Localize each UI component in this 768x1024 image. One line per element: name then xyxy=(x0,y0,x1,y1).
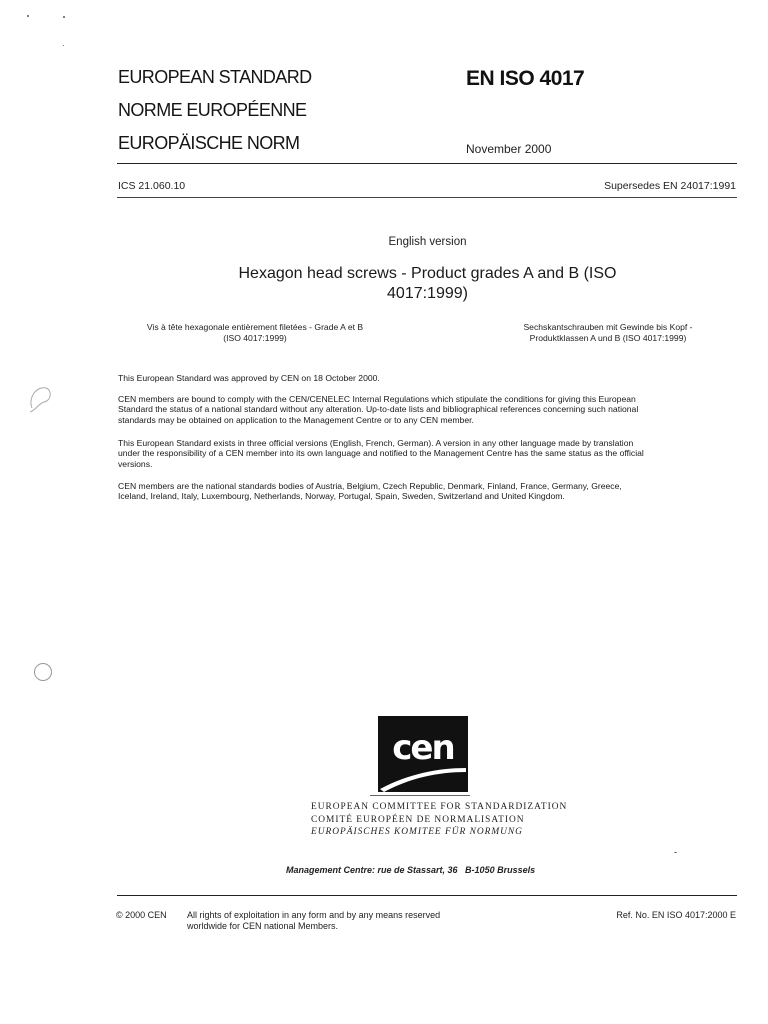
versions-line: This European Standard exists in three official versions (English, French, German). A version in any other language made by translation xyxy=(118,438,634,448)
header-line-en: EUROPEAN STANDARD xyxy=(118,67,312,87)
scan-speck xyxy=(63,16,65,18)
supersedes-note: Supersedes EN 24017:1991 xyxy=(604,180,736,192)
standard-number: EN ISO 4017 xyxy=(466,67,585,90)
document-title xyxy=(0,264,768,304)
rights-notice xyxy=(187,910,440,932)
header-line-fr: NORME EUROPÉENNE xyxy=(118,100,307,120)
punch-hole-mark xyxy=(34,663,52,681)
header-rule xyxy=(117,163,737,164)
compliance-line: CEN members are bound to comply with the CEN/CENELEC Internal Regulations which stipulate the conditions for giving this European xyxy=(118,394,636,404)
rights-line-1: All rights of exploitation in any form and by any means reserved xyxy=(187,910,441,920)
meta-rule xyxy=(117,197,737,198)
members-line: CEN members are the national standards bodies of Austria, Belgium, Czech Republic, Denmark, Finland, France, Germany, Greece, xyxy=(118,481,622,491)
versions-paragraph xyxy=(118,438,743,469)
copyright: © 2000 CEN xyxy=(116,910,167,920)
french-title-line-1: Vis à tête hexagonale entièrement filetées - Grade A et B xyxy=(146,322,364,332)
compliance-line: Standard the status of a national standard without any alteration. Up-to-date lists and bibliographical references concerning such national xyxy=(118,404,639,415)
cen-name-fr: COMITÉ EUROPÉEN DE NORMALISATION xyxy=(311,814,525,825)
french-title-line-2: (ISO 4017:1999) xyxy=(223,333,287,343)
footer-rule xyxy=(117,895,737,896)
cen-name-block xyxy=(311,801,567,839)
german-title-line-2: Produktklassen A und B (ISO 4017:1999) xyxy=(529,333,687,343)
approval-paragraph xyxy=(118,373,738,383)
cen-name-en: EUROPEAN COMMITTEE FOR STANDARDIZATION xyxy=(311,802,568,812)
publication-date: November 2000 xyxy=(466,142,552,156)
scribble-mark xyxy=(22,380,58,416)
logo-underline xyxy=(370,795,470,796)
title-line-1: Hexagon head screws - Product grades A and B (ISO xyxy=(238,265,617,282)
compliance-paragraph xyxy=(118,394,743,425)
cen-logo xyxy=(378,716,468,792)
version-label: English version xyxy=(388,236,467,248)
cen-name-de: EUROPÄISCHES KOMITEE FÜR NORMUNG xyxy=(311,827,523,837)
members-paragraph xyxy=(118,481,743,502)
header-line-de: EUROPÄISCHE NORM xyxy=(118,133,300,153)
compliance-line: standards may be obtained on application to the Management Centre or to any CEN member. xyxy=(118,414,474,425)
management-centre-address: Management Centre: rue de Stassart, 36 B-1050 Brussels xyxy=(286,865,536,875)
scan-speck xyxy=(674,852,677,853)
versions-line: versions. xyxy=(118,458,153,469)
scan-speck xyxy=(27,15,29,17)
rights-line-2: worldwide for CEN national Members. xyxy=(187,921,339,931)
french-title xyxy=(120,322,390,344)
german-title-line-1: Sechskantschrauben mit Gewinde bis Kopf - xyxy=(523,322,693,332)
members-line: Iceland, Ireland, Italy, Luxembourg, Netherlands, Norway, Portugal, Spain, Sweden, Switzerland and United Kingdom. xyxy=(118,491,565,502)
cen-logo-text: cen xyxy=(392,728,454,768)
approval-line: This European Standard was approved by CEN on 18 October 2000. xyxy=(118,373,380,383)
german-title xyxy=(480,322,736,344)
reference-number: Ref. No. EN ISO 4017:2000 E xyxy=(616,910,736,920)
title-line-2: 4017:1999) xyxy=(387,285,468,302)
ics-code: ICS 21.060.10 xyxy=(118,180,186,192)
versions-line: under the responsibility of a CEN member into its own language and notified to the Management Centre has the same status as the official xyxy=(118,448,644,459)
scan-speck xyxy=(63,45,64,46)
